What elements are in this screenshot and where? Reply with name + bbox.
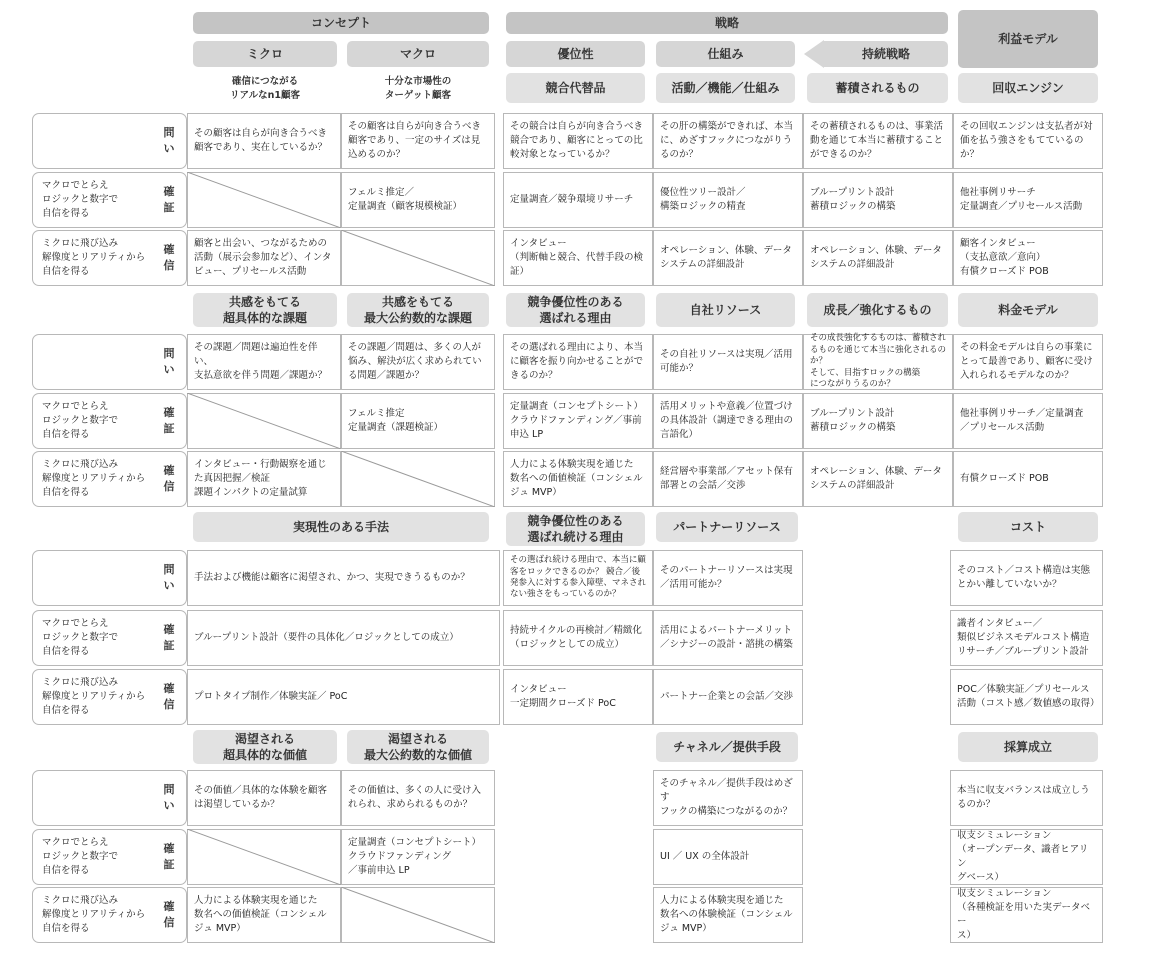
b2-conviction-cell-2 bbox=[503, 451, 653, 507]
b4-conviction-cell-2-text: 人力による体験実現を通じた 数名への体験検証（コンシェル ジュ MVP） bbox=[660, 894, 793, 935]
conviction-label: 確 信 bbox=[163, 464, 175, 493]
b3-conviction-cell-3-text: POC／体験実証／プリセールス 活動（コスト感／数値感の取得） bbox=[957, 683, 1100, 709]
b1-conviction-cell-1 bbox=[341, 230, 495, 286]
b1-question-cell-3-text: その肝の構築ができれば、本当 に、めざすフックにつながりう るのか？ bbox=[660, 120, 794, 161]
b2-header-micro: 共感をもてる 超具体的な課題 bbox=[193, 293, 337, 327]
b4-conviction-cell-3-text: 収支シミュレーション （各種検証を用いた実データベー ス） bbox=[957, 887, 1091, 942]
b4-verify-cell-2 bbox=[653, 829, 803, 885]
b2-conviction-cell-0-text: インタビュー・行動観察を通じ た真因把握／検証 課題インパクトの定量試算 bbox=[194, 458, 327, 499]
mechanism-header: 仕組み bbox=[656, 41, 795, 67]
b1-conviction-cell-4 bbox=[803, 230, 953, 286]
b3-question-cell-2-text: そのパートナーリソースは実現 ／活用可能か？ bbox=[660, 564, 793, 590]
b4-header-macro: 渇望される 最大公約数的な価値 bbox=[347, 730, 489, 764]
b1-verify-cell-1-text: フェルミ推定／ 定量調査（顧客規模検証） bbox=[348, 186, 463, 212]
b2-conviction-cell-5 bbox=[953, 451, 1103, 507]
b1-conviction-cell-3-text: オペレーション、体験、データ システムの詳細設計 bbox=[660, 244, 792, 270]
b4-conviction-cell-0 bbox=[187, 887, 341, 943]
b2-conviction-cell-0 bbox=[187, 451, 341, 507]
question-label: 問 い bbox=[163, 126, 175, 155]
b2-question-cell-3 bbox=[653, 334, 803, 390]
b2-verify-cell-3 bbox=[653, 393, 803, 449]
b4-verify-cell-1 bbox=[341, 829, 495, 885]
b2-verify-cell-4-text: ブループリント設計 蓄積ロジックの構築 bbox=[810, 407, 896, 433]
b4-question-cell-1-text: その価値は、多くの人に受け入 れられ、求められるものか？ bbox=[348, 784, 482, 810]
conviction-label: 確 信 bbox=[163, 243, 175, 272]
b1-conviction-cell-2-text: インタビュー （判断軸と競合、代替手段の検 証） bbox=[510, 237, 644, 278]
b2-header-resource: 自社リソース bbox=[656, 293, 795, 327]
b4-question-cell-2 bbox=[653, 770, 803, 826]
b2-header-pricing: 料金モデル bbox=[958, 293, 1098, 327]
micro-header: ミクロ bbox=[193, 41, 337, 67]
b3-verify-cell-3 bbox=[950, 610, 1103, 666]
b3-question-cell-1 bbox=[503, 550, 653, 606]
b2-conviction-cell-4 bbox=[803, 451, 953, 507]
b4-conviction-cell-1 bbox=[341, 887, 495, 943]
b3-conviction-cell-0-text: プロトタイプ制作／体験実証／ PoC bbox=[194, 690, 348, 702]
b1-conviction-cell-0-text: 顧客と出会い、つながるための 活動（展示会参加など）、インタ ビュー、プリセールス活動 bbox=[194, 237, 332, 278]
b4-question-cell-0-text: その価値／具体的な体験を顧客 は渇望しているか？ bbox=[194, 784, 328, 810]
question-label: 問 い bbox=[163, 563, 175, 592]
b3-header-method: 実現性のある手法 bbox=[193, 512, 489, 542]
b2-question-cell-4-text: その成長強化するものは、蓄積され るものを通じて本当に強化されるのか？ そして、目指すロックの構築 につながりうるのか？ bbox=[810, 333, 947, 390]
b2-conviction-cell-2-text: 人力による体験実現を通じた 数名への価値検証（コンシェル ジュ MVP） bbox=[510, 458, 643, 499]
b3-verify-cell-3-text: 識者インタビュー／ 類似ビジネスモデルコスト構造 リサーチ／ブループリント設計 bbox=[957, 617, 1090, 658]
b3-conviction-cell-2 bbox=[653, 669, 803, 725]
b1-question-cell-2 bbox=[503, 113, 653, 169]
profit-model-header: 利益モデル bbox=[958, 10, 1098, 68]
b3-header-lockin: 競争優位性のある 選ばれ続ける理由 bbox=[506, 512, 645, 546]
b4-verify-cell-3 bbox=[950, 829, 1103, 885]
b4-verify-cell-1-text: 定量調査（コンセプトシート） クラウドファンディング ／事前申込 LP bbox=[348, 836, 482, 877]
b3-header-cost: コスト bbox=[958, 512, 1098, 542]
conviction-label: 確 信 bbox=[163, 900, 175, 929]
micro-row-label: ミクロに飛び込み 解像度とリアリティから 自信を得る bbox=[42, 676, 146, 717]
micro-row-label: ミクロに飛び込み 解像度とリアリティから 自信を得る bbox=[42, 458, 146, 499]
b3-verify-cell-1-text: 持続サイクルの再検討／精緻化 （ロジックとしての成立） bbox=[510, 624, 642, 650]
b4-question-cell-1 bbox=[341, 770, 495, 826]
b2-conviction-cell-3-text: 経営層や事業部／アセット保有 部署との会話／交渉 bbox=[660, 465, 793, 491]
b1-question-cell-5 bbox=[953, 113, 1103, 169]
b2-verify-cell-5-text: 他社事例リサーチ／定量調査 ／プリセールス活動 bbox=[960, 407, 1084, 433]
b2-header-advantage: 競争優位性のある 選ばれる理由 bbox=[506, 293, 645, 327]
b2-verify-cell-1-text: フェルミ推定 定量調査（課題検証） bbox=[348, 407, 444, 433]
b2-header-growth: 成長／強化するもの bbox=[807, 293, 948, 327]
macro-subheader: 十分な市場性の ターゲット顧客 bbox=[384, 76, 452, 101]
b1-verify-cell-4 bbox=[803, 172, 953, 228]
b4-conviction-cell-2 bbox=[653, 887, 803, 943]
micro-row-label: ミクロに飛び込み 解像度とリアリティから 自信を得る bbox=[42, 237, 146, 278]
b1-verify-cell-0 bbox=[187, 172, 341, 228]
b3-conviction-cell-1 bbox=[503, 669, 653, 725]
b1-verify-cell-4-text: ブループリント設計 蓄積ロジックの構築 bbox=[810, 186, 896, 212]
b2-conviction-cell-3 bbox=[653, 451, 803, 507]
b2-question-cell-0 bbox=[187, 334, 341, 390]
strategy-header: 戦略 bbox=[506, 12, 948, 34]
b3-conviction-cell-1-text: インタビュー 一定期間クローズド PoC bbox=[510, 683, 616, 709]
b2-question-cell-3-text: その自社リソースは実現／活用 可能か？ bbox=[660, 348, 793, 374]
b1-conviction-cell-3 bbox=[653, 230, 803, 286]
b2-header-macro: 共感をもてる 最大公約数的な課題 bbox=[347, 293, 489, 327]
b4-header-micro: 渇望される 超具体的な価値 bbox=[193, 730, 337, 764]
b4-header-profitability: 採算成立 bbox=[958, 732, 1098, 762]
b1-conviction-cell-4-text: オペレーション、体験、データ システムの詳細設計 bbox=[810, 244, 942, 270]
accumulated-header: 蓄積されるもの bbox=[807, 73, 948, 103]
b3-header-partner: パートナーリソース bbox=[656, 512, 798, 542]
b1-conviction-cell-5 bbox=[953, 230, 1103, 286]
verify-label: 確 証 bbox=[163, 842, 175, 871]
macro-header: マクロ bbox=[347, 41, 489, 67]
b2-verify-cell-0 bbox=[187, 393, 341, 449]
b1-conviction-cell-0 bbox=[187, 230, 341, 286]
macro-row-label: マクロでとらえ ロジックと数字で 自信を得る bbox=[42, 179, 119, 220]
b1-verify-cell-2 bbox=[503, 172, 653, 228]
verify-label: 確 証 bbox=[163, 185, 175, 214]
b1-verify-cell-5-text: 他社事例リサーチ 定量調査／プリセールス活動 bbox=[960, 186, 1083, 212]
b4-conviction-cell-3 bbox=[950, 887, 1103, 943]
b3-verify-cell-2-text: 活用によるパートナーメリット ／シナジーの設計・諮挑の構築 bbox=[660, 624, 793, 650]
b1-verify-cell-3 bbox=[653, 172, 803, 228]
b2-verify-cell-4 bbox=[803, 393, 953, 449]
b2-conviction-cell-4-text: オペレーション、体験、データ システムの詳細設計 bbox=[810, 465, 942, 491]
micro-row-label: ミクロに飛び込み 解像度とリアリティから 自信を得る bbox=[42, 894, 146, 935]
b1-verify-cell-2-text: 定量調査／競争環境リサーチ bbox=[510, 193, 634, 205]
question-label: 問 い bbox=[163, 783, 175, 812]
b2-question-cell-5-text: その料金モデルは自らの事業に とって最善であり、顧客に受け 入れられるモデルなのか？ bbox=[960, 341, 1093, 382]
b1-verify-cell-3-text: 優位性ツリー設計／ 構築ロジックの精査 bbox=[660, 186, 746, 212]
b2-question-cell-2 bbox=[503, 334, 653, 390]
sustain-strategy-header: 持続戦略 bbox=[824, 41, 948, 67]
b3-question-cell-2 bbox=[653, 550, 803, 606]
macro-row-label: マクロでとらえ ロジックと数字で 自信を得る bbox=[42, 400, 119, 441]
b4-conviction-cell-0-text: 人力による体験実現を通じた 数名への価値検証（コンシェル ジュ MVP） bbox=[194, 894, 327, 935]
b4-verify-cell-2-text: UI ／ UX の全体設計 bbox=[660, 850, 750, 862]
b3-verify-cell-2 bbox=[653, 610, 803, 666]
competing-header: 競合代替品 bbox=[506, 73, 645, 103]
b1-question-cell-4-text: その蓄積されるものは、事業活 動を通じて本当に蓄積すること ができるのか？ bbox=[810, 120, 944, 161]
b4-question-cell-3 bbox=[950, 770, 1103, 826]
b1-verify-cell-5 bbox=[953, 172, 1103, 228]
b2-verify-cell-2 bbox=[503, 393, 653, 449]
arrow-left-icon bbox=[804, 40, 824, 68]
b2-conviction-cell-1 bbox=[341, 451, 495, 507]
b4-verify-cell-3-text: 収支シミュレーション （オープンデータ、識者ヒアリン グベース） bbox=[957, 829, 1089, 884]
macro-row-label: マクロでとらえ ロジックと数字で 自信を得る bbox=[42, 617, 119, 658]
b1-question-cell-0-text: その顧客は自らが向き合うべき 顧客であり、実在しているか？ bbox=[194, 127, 328, 153]
b2-question-cell-1-text: その課題／問題は、多くの人が 悩み、解決が広く求められてい る問題／課題か？ bbox=[348, 341, 482, 382]
b1-conviction-cell-2 bbox=[503, 230, 653, 286]
advantage-header: 優位性 bbox=[506, 41, 645, 67]
b2-question-cell-2-text: その選ばれる理由により、本当 に顧客を振り向かせることがで きるのか？ bbox=[510, 341, 644, 382]
b1-question-cell-2-text: その競合は自らが向き合うべき 競合であり、顧客にとっての比 較対象となっているか？ bbox=[510, 120, 644, 161]
b1-verify-cell-1 bbox=[341, 172, 495, 228]
b3-question-cell-3 bbox=[950, 550, 1103, 606]
b3-question-cell-0 bbox=[187, 550, 500, 606]
b3-verify-cell-1 bbox=[503, 610, 653, 666]
b4-verify-cell-0 bbox=[187, 829, 341, 885]
macro-row-label: マクロでとらえ ロジックと数字で 自信を得る bbox=[42, 836, 119, 877]
b2-question-cell-0-text: その課題／問題は遍迫性を伴い、 支払意欲を伴う問題／課題か？ bbox=[194, 341, 328, 382]
b1-conviction-cell-5-text: 顧客インタビュー （支払意欲／意向） 有償クローズド POB bbox=[960, 237, 1049, 278]
verify-label: 確 証 bbox=[163, 623, 175, 652]
b1-question-cell-5-text: その回収エンジンは支払者が対 価を払う強さをもてているの か？ bbox=[960, 120, 1093, 161]
b2-verify-cell-1 bbox=[341, 393, 495, 449]
b4-question-cell-3-text: 本当に収支バランスは成立しう るのか？ bbox=[957, 784, 1090, 810]
b1-question-cell-0 bbox=[187, 113, 341, 169]
b2-verify-cell-3-text: 活用メリットや意義／位置づけ の具体設計（調達できる理由の 言語化） bbox=[660, 400, 794, 441]
concept-header: コンセプト bbox=[193, 12, 489, 34]
b3-verify-cell-0 bbox=[187, 610, 500, 666]
micro-subheader: 確信につながる リアルなn1顧客 bbox=[230, 76, 300, 101]
b3-conviction-cell-3 bbox=[950, 669, 1103, 725]
activity-header: 活動／機能／仕組み bbox=[656, 73, 795, 103]
b2-question-cell-5 bbox=[953, 334, 1103, 390]
question-label: 問 い bbox=[163, 347, 175, 376]
b2-verify-cell-5 bbox=[953, 393, 1103, 449]
b3-verify-cell-0-text: ブループリント設計（要件の具体化／ロジックとしての成立） bbox=[194, 631, 459, 643]
recovery-engine-header: 回収エンジン bbox=[958, 73, 1098, 103]
b4-question-cell-0 bbox=[187, 770, 341, 826]
b1-question-cell-3 bbox=[653, 113, 803, 169]
b3-question-cell-1-text: その選ばれ続ける理由で、本当に顧 客をロックできるのか？ 競合／後 発参入に対する参入障壁、マネされ ない強さをもっているのか？ bbox=[510, 555, 647, 600]
b2-conviction-cell-5-text: 有償クローズド POB bbox=[960, 472, 1049, 484]
b3-question-cell-3-text: そのコスト／コスト構造は実態 とかい離していないか？ bbox=[957, 564, 1091, 590]
b4-question-cell-2-text: そのチャネル／提供手段はめざす フックの構築につながるのか？ bbox=[660, 777, 793, 818]
b3-conviction-cell-2-text: パートナー企業との会話／交渉 bbox=[660, 690, 794, 702]
b1-question-cell-1 bbox=[341, 113, 495, 169]
b3-conviction-cell-0 bbox=[187, 669, 500, 725]
b2-verify-cell-2-text: 定量調査（コンセプトシート） クラウドファンディング／事前 申込 LP bbox=[510, 400, 644, 441]
b2-question-cell-1 bbox=[341, 334, 495, 390]
b4-header-channel: チャネル／提供手段 bbox=[656, 732, 798, 762]
b2-question-cell-4 bbox=[803, 334, 953, 390]
b1-question-cell-4 bbox=[803, 113, 953, 169]
verify-label: 確 証 bbox=[163, 406, 175, 435]
b1-question-cell-1-text: その顧客は自らが向き合うべき 顧客であり、一定のサイズは見 込めるのか？ bbox=[348, 120, 482, 161]
b3-question-cell-0-text: 手法および機能は顧客に渇望され、かつ、実現できうるものか？ bbox=[194, 571, 470, 583]
conviction-label: 確 信 bbox=[163, 682, 175, 711]
